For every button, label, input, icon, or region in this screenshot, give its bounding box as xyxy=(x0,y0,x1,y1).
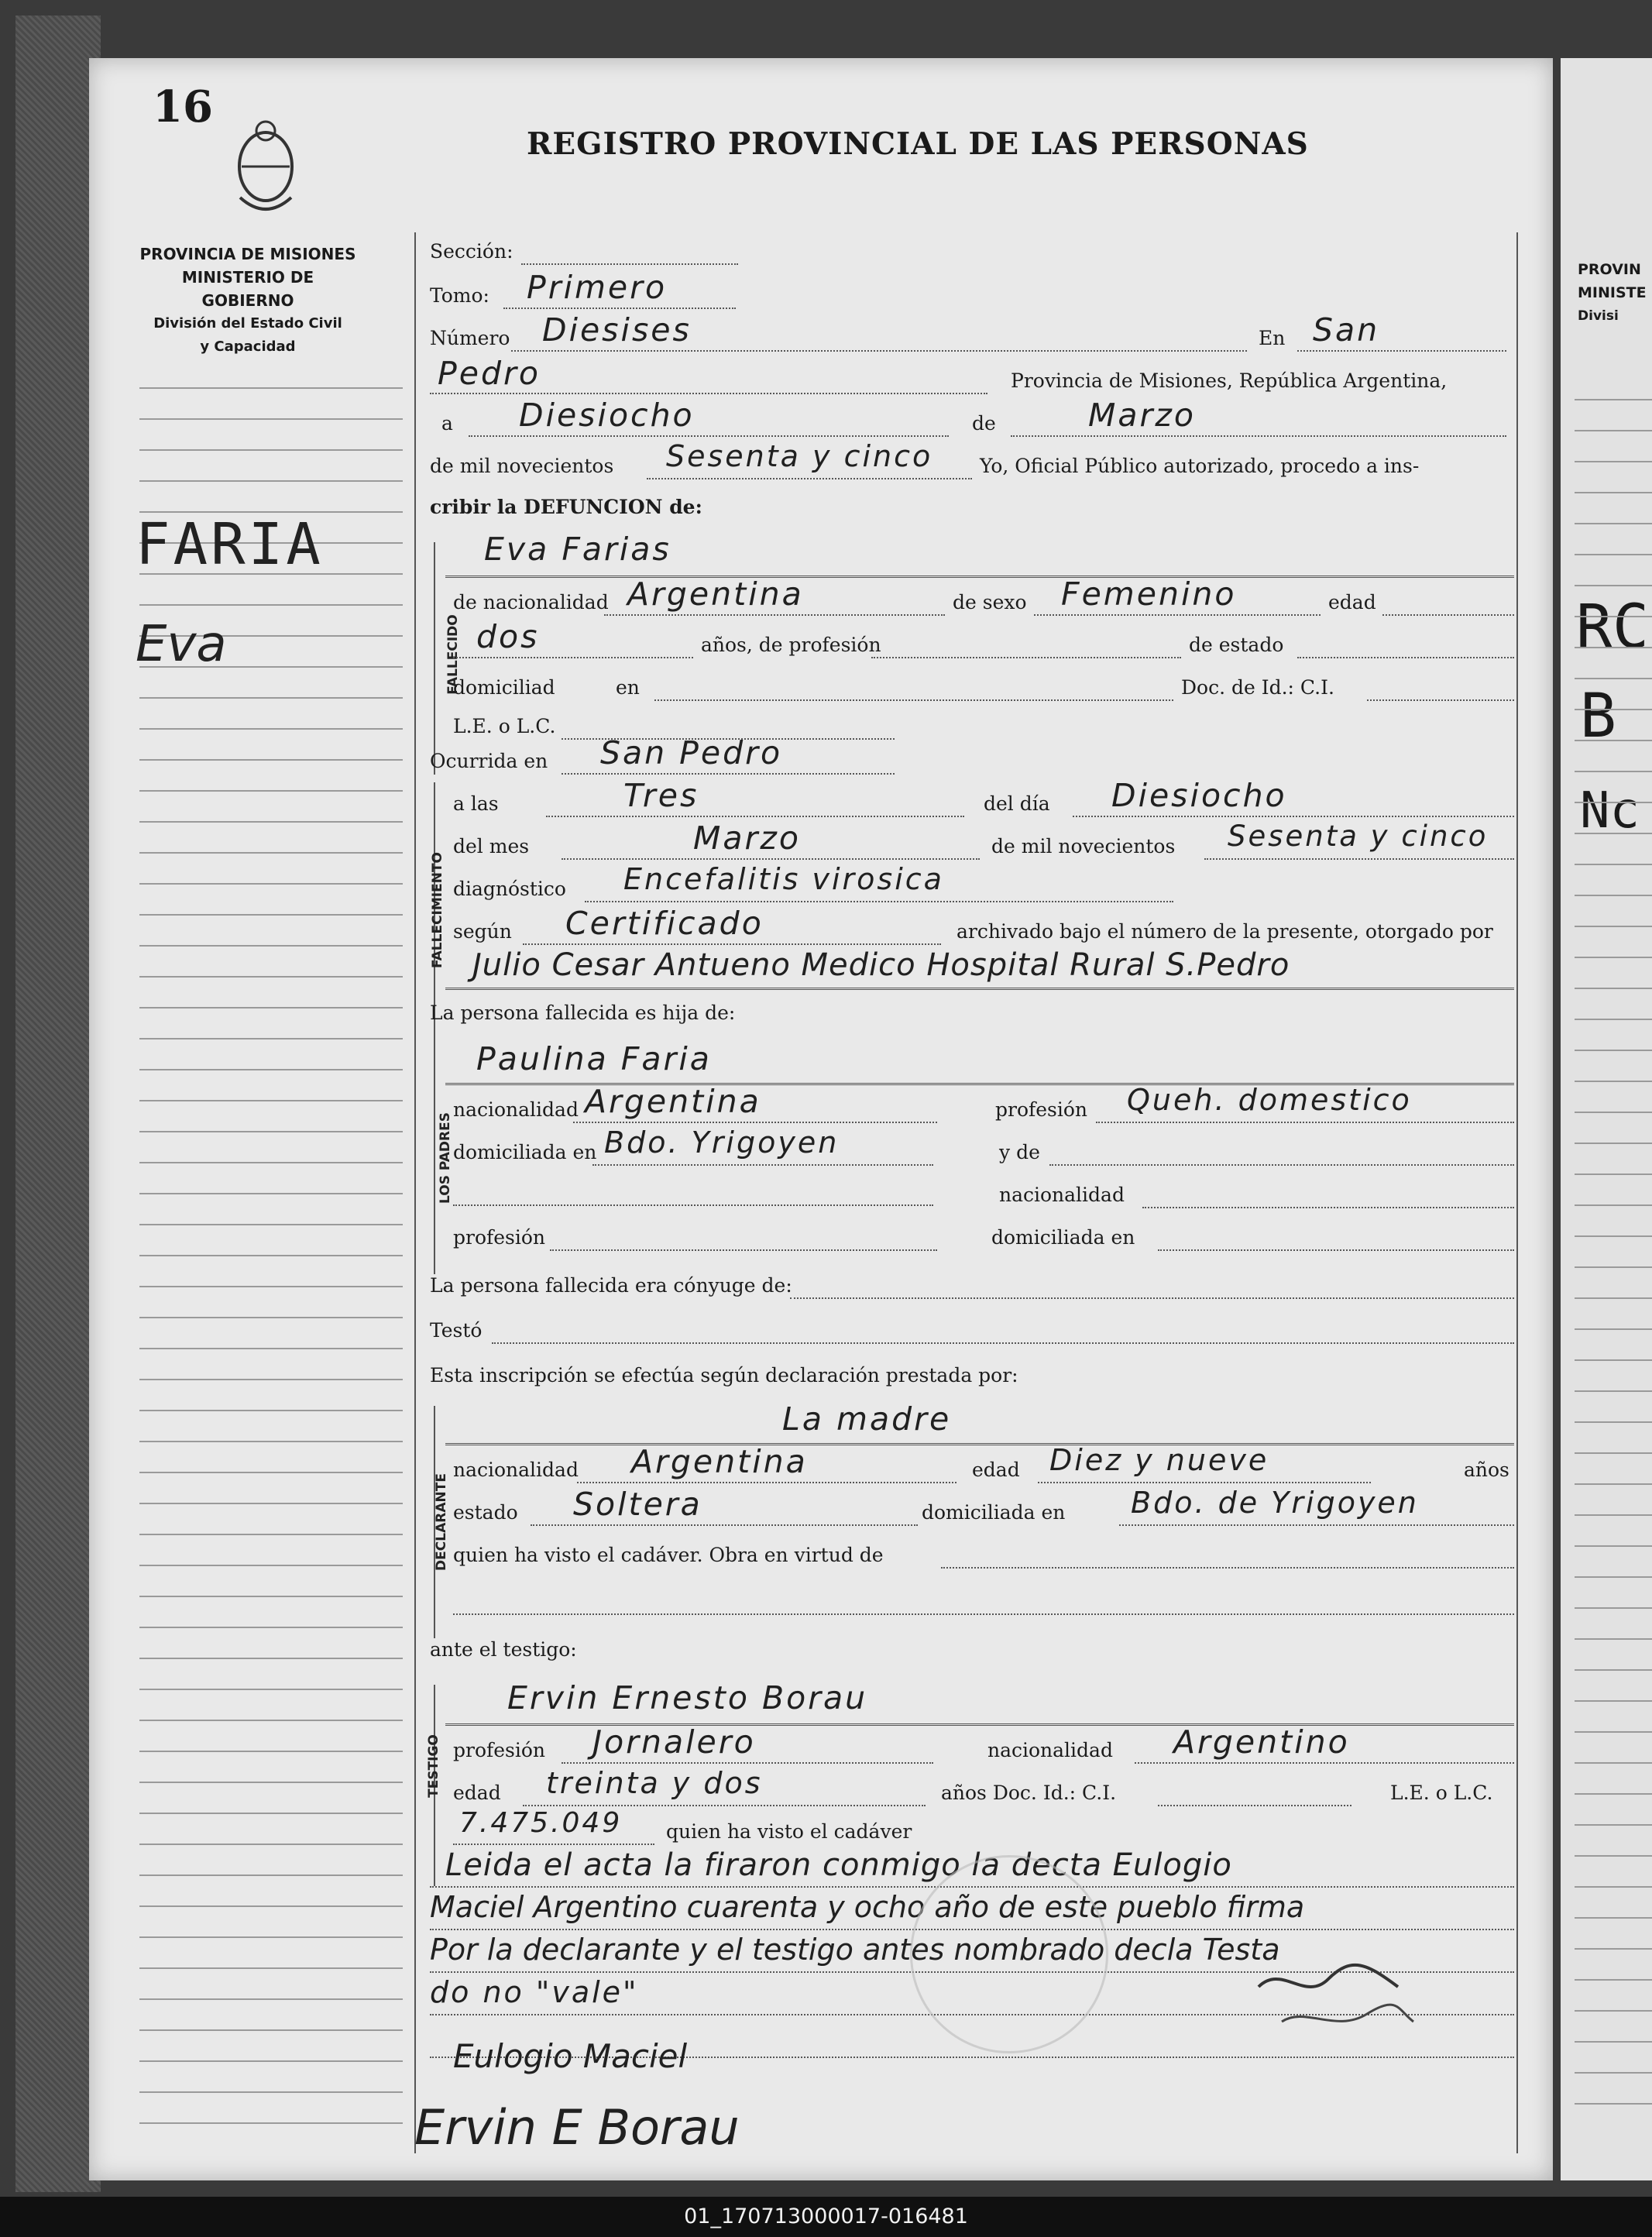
label-en2: en xyxy=(616,676,640,699)
label-nacionalidad2: nacionalidad xyxy=(999,1184,1125,1206)
adjacent-rule xyxy=(1575,1266,1652,1268)
value-declarante: La madre xyxy=(782,1400,952,1438)
image-caption: 01_170713000017-016481 xyxy=(0,2197,1652,2237)
label-edad: edad xyxy=(1328,591,1376,613)
margin-rule xyxy=(139,2060,403,2062)
label-test-visto: quien ha visto el cadáver xyxy=(666,1820,912,1843)
adjacent-rule xyxy=(1575,833,1652,834)
signature-testigo: Ervin E Borau xyxy=(414,2099,740,2156)
margin-rule xyxy=(139,418,403,420)
margin-rule xyxy=(139,1813,403,1814)
margin-rule xyxy=(139,604,403,606)
margin-rule xyxy=(139,1286,403,1287)
adjacent-rule xyxy=(1575,1235,1652,1237)
side-label-testigo: TESTIGO xyxy=(426,1734,441,1798)
margin-rule xyxy=(139,1162,403,1163)
value-edad: dos xyxy=(476,618,540,655)
adjacent-rule xyxy=(1575,926,1652,927)
adjacent-rule xyxy=(1575,709,1652,710)
label-decl-nacionalidad: nacionalidad xyxy=(453,1459,579,1481)
office-line-2: MINISTERIO DE GOBIERNO xyxy=(181,268,314,310)
adjacent-rule xyxy=(1575,554,1652,555)
page-number: 16 xyxy=(153,81,213,132)
margin-rule xyxy=(139,759,403,761)
note-line-3: Por la declarante y el testigo antes nombrado decla Testa xyxy=(430,1933,1280,1967)
value-test-edad: treinta y dos xyxy=(546,1766,763,1800)
value-numero: Diesises xyxy=(542,311,692,349)
value-madre-nacionalidad: Argentina xyxy=(585,1083,761,1120)
field-declarante xyxy=(445,1443,1514,1445)
adjacent-office-line-1: PROVIN xyxy=(1578,261,1641,278)
label-testo: Testó xyxy=(430,1319,483,1342)
field-madre-nacionalidad xyxy=(573,1122,937,1123)
label-de: de xyxy=(972,412,996,435)
adjacent-rule xyxy=(1575,1855,1652,1857)
margin-rule xyxy=(139,1069,403,1070)
value-decl-nacionalidad: Argentina xyxy=(631,1443,808,1480)
margin-rule xyxy=(139,2029,403,2031)
label-tomo: Tomo: xyxy=(430,284,489,307)
field-edad-extra xyxy=(1382,614,1514,616)
margin-rule xyxy=(139,1534,403,1535)
adjacent-office xyxy=(1578,258,1647,328)
field-doc xyxy=(1367,699,1514,701)
note-line-4: do no "vale" xyxy=(430,1975,639,2009)
value-anio2: Sesenta y cinco xyxy=(1228,820,1489,853)
margin-rule xyxy=(139,1441,403,1442)
label-de-nacionalidad: de nacionalidad xyxy=(453,591,609,613)
field-decl-obra xyxy=(941,1567,1514,1569)
field-anio xyxy=(647,478,972,479)
label-provincia: Provincia de Misiones, República Argentina, xyxy=(1011,369,1448,392)
margin-rule xyxy=(139,1782,403,1783)
section-padres xyxy=(434,1042,435,1274)
field-hora xyxy=(546,816,964,817)
value-madre-profesion: Queh. domestico xyxy=(1127,1083,1412,1117)
adjacent-rule xyxy=(1575,2103,1652,2105)
field-tomo xyxy=(503,308,736,309)
field-anio2 xyxy=(1204,858,1514,860)
label-inscripcion: Esta inscripción se efectúa según declaración prestada por: xyxy=(430,1364,1018,1387)
label-y-de: y de xyxy=(999,1141,1040,1163)
side-label-fallecimiento: FALLECIMIENTO xyxy=(430,851,445,969)
margin-rule xyxy=(139,1627,403,1628)
value-decl-estado: Soltera xyxy=(573,1486,702,1523)
coat-of-arms-seal xyxy=(232,120,299,221)
field-mes xyxy=(1011,435,1506,437)
value-del-dia: Diesiocho xyxy=(1111,777,1287,814)
adjacent-rule xyxy=(1575,1576,1652,1578)
field-testo xyxy=(492,1342,1514,1344)
value-diagnostico: Encefalitis virosica xyxy=(623,862,944,896)
margin-rule xyxy=(139,1689,403,1690)
field-dia xyxy=(469,435,949,437)
label-oficial: Yo, Oficial Público autorizado, procedo a ins- xyxy=(980,455,1420,477)
field-padre-nacionalidad xyxy=(1142,1207,1514,1208)
margin-rule xyxy=(139,1007,403,1009)
adjacent-rule xyxy=(1575,1948,1652,1950)
field-seccion xyxy=(521,263,738,265)
margin-rule xyxy=(139,790,403,792)
margin-rule xyxy=(139,1905,403,1907)
margin-rule xyxy=(139,1967,403,1969)
issuing-office xyxy=(136,242,360,359)
adjacent-rule xyxy=(1575,1607,1652,1609)
margin-rule xyxy=(139,1317,403,1318)
label-test-anos: años Doc. Id.: C.I. xyxy=(941,1782,1117,1804)
adjacent-rule xyxy=(1575,802,1652,803)
adjacent-rule xyxy=(1575,1700,1652,1702)
label-profesion: profesión xyxy=(995,1098,1088,1121)
label-profesion2: profesión xyxy=(453,1226,546,1249)
value-anio: Sesenta y cinco xyxy=(666,439,933,473)
label-a-las: a las xyxy=(453,792,499,815)
label-test-nacionalidad: nacionalidad xyxy=(987,1739,1113,1761)
label-diagnostico: diagnóstico xyxy=(453,878,566,900)
label-en: En xyxy=(1259,327,1286,349)
value-lugar: Pedro xyxy=(438,355,541,392)
value-nombre: Eva Farias xyxy=(484,531,671,568)
label-sexo: de sexo xyxy=(953,591,1027,613)
margin-rule xyxy=(139,883,403,885)
margin-rule xyxy=(139,1720,403,1721)
field-nombre xyxy=(445,576,1514,578)
document-title: REGISTRO PROVINCIAL DE LAS PERSONAS xyxy=(527,126,1309,162)
adjacent-rule xyxy=(1575,1297,1652,1299)
field-nacionalidad xyxy=(604,614,945,616)
margin-rule xyxy=(139,728,403,730)
value-test-doc: 7.475.049 xyxy=(459,1807,623,1839)
field-padre-profesion xyxy=(550,1249,937,1251)
value-mes: Marzo xyxy=(1088,397,1196,434)
office-line-1: PROVINCIA DE MISIONES xyxy=(139,245,356,263)
margin-rule xyxy=(139,480,403,482)
adjacent-rule xyxy=(1575,2010,1652,2012)
field-domicilio xyxy=(654,699,1173,701)
field-sexo xyxy=(1034,614,1321,616)
value-decl-edad: Diez y nueve xyxy=(1049,1443,1269,1477)
margin-rule xyxy=(139,914,403,916)
field-test-nacionalidad xyxy=(1135,1762,1514,1764)
field-del-mes xyxy=(562,858,980,860)
adjacent-office-line-2: MINISTE xyxy=(1578,284,1647,301)
note-line-2: Maciel Argentino cuarenta y ocho año de este pueblo firma xyxy=(430,1890,1305,1924)
field-diagnostico xyxy=(585,901,1173,902)
margin-rule xyxy=(139,1503,403,1504)
adjacent-rule xyxy=(1575,461,1652,462)
side-label-padres: LOS PADRES xyxy=(438,1112,453,1204)
adjacent-rule xyxy=(1575,523,1652,524)
field-test-edad xyxy=(523,1805,926,1806)
label-decl-visto: quien ha visto el cadáver. Obra en virtud de xyxy=(453,1544,884,1566)
value-ocurrida: San Pedro xyxy=(600,734,783,771)
adjacent-rule xyxy=(1575,1112,1652,1113)
adjacent-rule xyxy=(1575,1545,1652,1547)
field-decl-domicilio xyxy=(1119,1524,1514,1526)
adjacent-rule xyxy=(1575,1979,1652,1981)
margin-rule xyxy=(139,1472,403,1473)
field-conyuge xyxy=(790,1297,1514,1299)
value-del-mes: Marzo xyxy=(693,820,801,857)
value-segun: Certificado xyxy=(565,905,764,942)
field-segun xyxy=(523,943,941,945)
value-en: San xyxy=(1313,311,1380,349)
label-doc-id: Doc. de Id.: C.I. xyxy=(1181,676,1334,699)
value-nacionalidad: Argentina xyxy=(627,576,804,613)
margin-rule xyxy=(139,1255,403,1256)
field-decl-extra xyxy=(453,1613,1514,1615)
adjacent-rule xyxy=(1575,1143,1652,1144)
official-signature-mark xyxy=(1251,1956,1421,2044)
adjacent-rule xyxy=(1575,492,1652,493)
margin-rule xyxy=(139,1998,403,2000)
label-domiciliada-en2: domiciliada en xyxy=(991,1226,1135,1249)
adjacent-margin-3: Nc xyxy=(1580,782,1640,840)
margin-rule xyxy=(139,1348,403,1349)
field-test-doc xyxy=(453,1844,654,1845)
margin-rule xyxy=(139,449,403,451)
value-madre-domicilio: Bdo. Yrigoyen xyxy=(604,1125,840,1160)
margin-rule xyxy=(139,1874,403,1876)
label-decl-edad: edad xyxy=(972,1459,1020,1481)
label-ante-testigo: ante el testigo: xyxy=(430,1638,577,1661)
field-numero xyxy=(511,350,1247,352)
label-de-mil2: de mil novecientos xyxy=(991,835,1176,857)
adjacent-rule xyxy=(1575,678,1652,679)
value-madre: Paulina Faria xyxy=(476,1040,712,1077)
margin-rule xyxy=(139,1193,403,1194)
adjacent-rule xyxy=(1575,2072,1652,2074)
adjacent-rule xyxy=(1575,1793,1652,1795)
field-otorgado xyxy=(445,988,1514,990)
adjacent-rule xyxy=(1575,1359,1652,1361)
office-line-3: División del Estado Civil xyxy=(153,315,342,332)
label-numero: Número xyxy=(430,327,510,349)
label-ocurrida: Ocurrida en xyxy=(430,750,548,772)
margin-rule xyxy=(139,1100,403,1101)
adjacent-office-line-3: Divisi xyxy=(1578,308,1619,324)
signature-oficial: Eulogio Maciel xyxy=(453,2037,688,2075)
label-seccion: Sección: xyxy=(430,240,513,263)
label-decl-domiciliada: domiciliada en xyxy=(922,1501,1066,1524)
adjacent-rule xyxy=(1575,1452,1652,1454)
label-hija-de: La persona fallecida es hija de: xyxy=(430,1002,736,1024)
adjacent-rule xyxy=(1575,771,1652,772)
adjacent-rule xyxy=(1575,1731,1652,1733)
document-page xyxy=(89,58,1553,2180)
adjacent-rule xyxy=(1575,1917,1652,1919)
value-test-profesion: Jornalero xyxy=(592,1723,756,1761)
field-en xyxy=(1297,350,1506,352)
adjacent-rule xyxy=(1575,1824,1652,1826)
label-test-profesion: profesión xyxy=(453,1739,546,1761)
field-test-profesion xyxy=(562,1762,933,1764)
adjacent-rule xyxy=(1575,1762,1652,1764)
adjacent-page xyxy=(1561,58,1652,2180)
form-right-border xyxy=(1516,232,1518,2153)
field-test-ci xyxy=(1158,1805,1351,1806)
margin-rule xyxy=(139,1410,403,1411)
adjacent-margin-1: RC xyxy=(1576,593,1649,662)
adjacent-rule xyxy=(1575,1081,1652,1082)
label-anos-prof: años, de profesión xyxy=(701,634,881,656)
label-del-dia: del día xyxy=(984,792,1050,815)
label-decl-anos: años xyxy=(1464,1459,1509,1481)
margin-rule xyxy=(139,1224,403,1225)
margin-rule xyxy=(139,976,403,978)
margin-rule xyxy=(139,2091,403,2093)
label-archivado: archivado bajo el número de la presente, otorgado por xyxy=(957,920,1493,943)
adjacent-rule xyxy=(1575,1019,1652,1020)
adjacent-rule xyxy=(1575,895,1652,896)
label-conyuge: La persona fallecida era cónyuge de: xyxy=(430,1274,792,1297)
adjacent-rule xyxy=(1575,1638,1652,1640)
form-left-border xyxy=(414,232,416,2153)
note-line-1: Leida el acta la firaron conmigo la decta Eulogio xyxy=(445,1847,1232,1883)
margin-rule xyxy=(139,945,403,947)
adjacent-rule xyxy=(1575,399,1652,400)
field-padre-extra xyxy=(453,1204,933,1206)
adjacent-rule xyxy=(1575,647,1652,648)
field-madre-domicilio xyxy=(592,1164,933,1166)
field-edad xyxy=(453,657,693,658)
margin-rule xyxy=(139,1751,403,1752)
field-estado xyxy=(1297,657,1514,658)
adjacent-rule xyxy=(1575,585,1652,586)
margin-rule xyxy=(139,1936,403,1938)
field-ocurrida xyxy=(562,773,895,775)
margin-rule xyxy=(139,1844,403,1845)
label-cribir: cribir la DEFUNCION de: xyxy=(430,496,702,518)
value-otorgado: Julio Cesar Antueno Medico Hospital Rural S.Pedro xyxy=(472,947,1290,983)
label-decl-estado: estado xyxy=(453,1501,518,1524)
label-segun: según xyxy=(453,920,512,943)
label-test-le: L.E. o L.C. xyxy=(1390,1782,1493,1804)
value-sexo: Femenino xyxy=(1061,576,1237,613)
adjacent-rule xyxy=(1575,1173,1652,1175)
value-tomo: Primero xyxy=(527,269,668,306)
side-label-fallecido: FALLECIDO xyxy=(445,614,461,695)
adjacent-rule xyxy=(1575,1483,1652,1485)
value-decl-domicilio: Bdo. de Yrigoyen xyxy=(1131,1486,1419,1520)
label-del-mes: del mes xyxy=(453,835,530,857)
adjacent-rule xyxy=(1575,740,1652,741)
side-label-declarante: DECLARANTE xyxy=(434,1473,449,1571)
margin-rule xyxy=(139,1131,403,1132)
margin-rule xyxy=(139,1379,403,1380)
label-domiciliada-en: domiciliada en xyxy=(453,1141,597,1163)
margin-rule xyxy=(139,2122,403,2124)
margin-rule xyxy=(139,1038,403,1039)
field-decl-estado xyxy=(531,1524,918,1526)
adjacent-rule xyxy=(1575,430,1652,431)
value-hora: Tres xyxy=(623,777,699,814)
margin-surname: FARIA xyxy=(136,511,324,578)
label-test-edad: edad xyxy=(453,1782,501,1804)
field-madre-profesion xyxy=(1096,1122,1514,1123)
office-line-4: y Capacidad xyxy=(200,338,296,355)
label-de-mil: de mil novecientos xyxy=(430,455,614,477)
label-a: a xyxy=(441,412,453,435)
adjacent-margin-2: B xyxy=(1580,682,1616,751)
field-padre-domicilio xyxy=(1158,1249,1514,1251)
margin-rule xyxy=(139,387,403,389)
adjacent-rule xyxy=(1575,1390,1652,1392)
field-profesion xyxy=(871,657,1181,658)
field-del-dia xyxy=(1073,816,1514,817)
adjacent-rule xyxy=(1575,616,1652,617)
adjacent-rule xyxy=(1575,1328,1652,1330)
adjacent-rule xyxy=(1575,2041,1652,2043)
adjacent-rule xyxy=(1575,988,1652,989)
adjacent-rule xyxy=(1575,1050,1652,1051)
field-padre xyxy=(1049,1164,1514,1166)
official-stamp xyxy=(910,1855,1108,2053)
adjacent-rule xyxy=(1575,1204,1652,1206)
label-nacionalidad: nacionalidad xyxy=(453,1098,579,1121)
adjacent-rule xyxy=(1575,957,1652,958)
adjacent-rule xyxy=(1575,1886,1652,1888)
label-le-lc: L.E. o L.C. xyxy=(453,715,556,737)
value-dia: Diesiocho xyxy=(519,397,695,434)
margin-rule xyxy=(139,821,403,823)
margin-rule xyxy=(139,1565,403,1566)
adjacent-rule xyxy=(1575,1669,1652,1671)
adjacent-rule xyxy=(1575,1421,1652,1423)
margin-rule xyxy=(139,1596,403,1597)
margin-rule xyxy=(139,697,403,699)
label-de-estado: de estado xyxy=(1189,634,1284,656)
field-decl-edad xyxy=(1038,1482,1371,1483)
field-lugar xyxy=(430,393,987,394)
field-decl-nacionalidad xyxy=(577,1482,957,1483)
book-cover-edge xyxy=(15,15,101,2192)
label-domiciliad: domiciliad xyxy=(453,676,555,699)
margin-rule xyxy=(139,852,403,854)
value-testigo: Ervin Ernesto Borau xyxy=(507,1679,868,1716)
margin-rule xyxy=(139,1658,403,1659)
adjacent-rule xyxy=(1575,864,1652,865)
margin-given-name: Eva xyxy=(136,616,227,673)
adjacent-rule xyxy=(1575,1514,1652,1516)
value-test-nacionalidad: Argentino xyxy=(1173,1723,1350,1761)
